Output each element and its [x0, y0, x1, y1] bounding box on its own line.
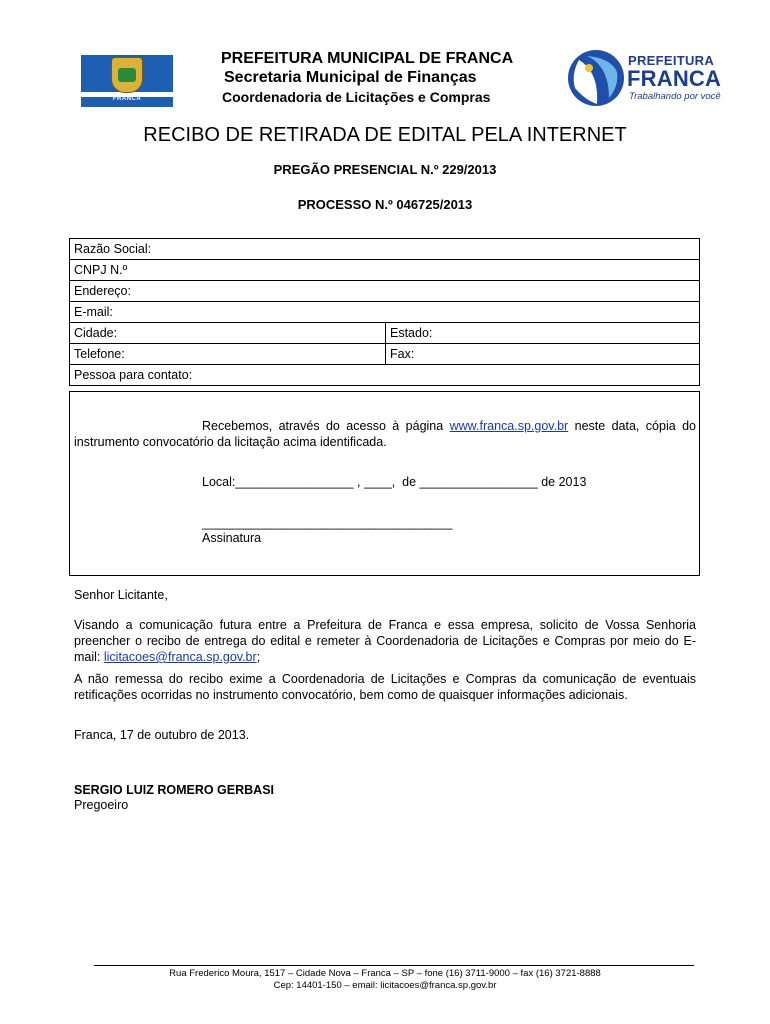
header-secretariat: Secretaria Municipal de Finanças	[224, 69, 477, 86]
email-link[interactable]: licitacoes@franca.sp.gov.br	[103, 650, 257, 664]
footer-contact: Cep: 14401-150 – email: licitacoes@franca.sp.gov.br	[273, 980, 497, 991]
local-date-line[interactable]: Local:_________________ , ____, de _________________ de 2013	[202, 475, 587, 489]
field-cnpj[interactable]: CNPJ N.º	[70, 260, 700, 281]
website-link[interactable]: www.franca.sp.gov.br	[449, 419, 569, 433]
city-flag-logo	[81, 50, 173, 107]
field-endereco[interactable]: Endereço:	[70, 281, 700, 302]
field-pessoa-contato[interactable]: Pessoa para contato:	[70, 365, 700, 386]
field-telefone[interactable]: Telefone:	[70, 344, 386, 365]
receipt-box	[69, 391, 700, 576]
processo-number: PROCESSO N.º 046725/2013	[297, 197, 473, 212]
pregao-number: PREGÃO PRESENCIAL N.º 229/2013	[273, 162, 497, 177]
flag-label: FRANCA	[112, 96, 142, 102]
footer-address: Rua Frederico Moura, 1517 – Cidade Nova – Franca – SP – fone (16) 3711-9000 – fax (16) 3721-8888	[169, 968, 601, 979]
signer-role: Pregoeiro	[74, 798, 129, 812]
letter-date: Franca, 17 de outubro de 2013.	[74, 728, 250, 742]
document-title: RECIBO DE RETIRADA DE EDITAL PELA INTERNET	[143, 124, 627, 146]
field-email[interactable]: E-mail:	[70, 302, 700, 323]
field-razao-social[interactable]: Razão Social:	[70, 239, 700, 260]
letter-paragraph-2: A não remessa do recibo exime a Coordenadoria de Licitações e Compras da comunicação de eventuais retificações ocorridas no instrumento convocatório, bem como de quaisquer informações adicionais.	[74, 672, 696, 702]
field-cidade[interactable]: Cidade:	[70, 323, 386, 344]
footer-divider	[94, 965, 694, 966]
signature-label: Assinatura	[202, 531, 262, 545]
receipt-text: Recebemos, através do acesso à página www.franca.sp.gov.br neste data, cópia do instrumento convocatório da licitação acima identificada.	[74, 419, 697, 449]
letter-paragraph-1: Visando a comunicação futura entre a Prefeitura de Franca e essa empresa, solicito de Vossa Senhoria preencher o recibo de entrega do edital e remeter à Coordenadoria de Licitações e Compras por meio do E-mail: licitacoes@franca.sp.gov.br;	[74, 618, 696, 664]
header-municipality: PREFEITURA MUNICIPAL DE FRANCA	[221, 50, 514, 67]
letter-greeting: Senhor Licitante,	[74, 588, 168, 602]
field-fax[interactable]: Fax:	[386, 344, 700, 365]
logo-slogan: Trabalhando por você	[629, 91, 721, 102]
signature-line[interactable]: ____________________________________	[202, 516, 453, 530]
coat-of-arms-icon	[111, 57, 143, 93]
signer-name: SERGIO LUIZ ROMERO GERBASI	[74, 783, 275, 797]
bidder-form-table	[69, 238, 700, 386]
logo-text-franca: FRANCA	[627, 66, 722, 91]
logo-text-prefeitura: PREFEITURA	[628, 53, 715, 68]
field-estado[interactable]: Estado:	[386, 323, 700, 344]
header-coordination: Coordenadoria de Licitações e Compras	[222, 89, 491, 105]
